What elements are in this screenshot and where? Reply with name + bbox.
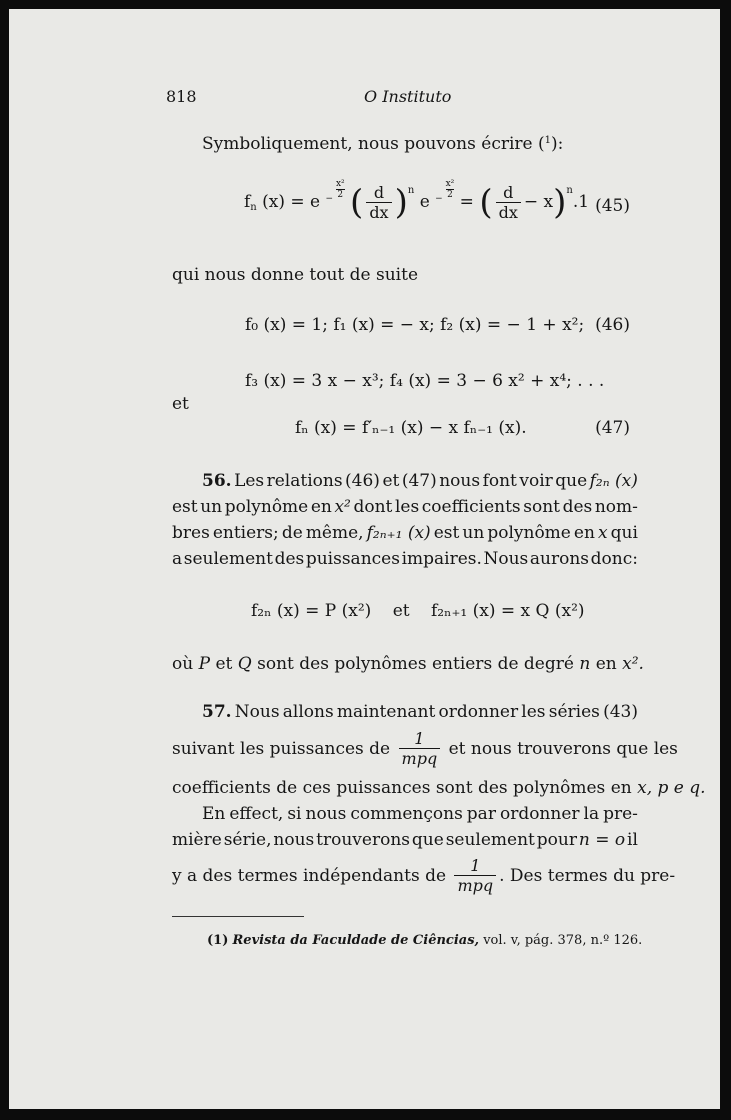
equation-45: $f_n$ (x) = e − $\frac{\text{x²}}{2}$ ( $\frac{d}{dx}$ )$^n$ e − $\frac{\text{x²}}{2}$ = ( $\frac{d}{dx}$ − x)$^n$.1 xyxy=(244,179,590,223)
section-57-line6: y a des termes indépendants de $\frac{1}{\text{mpq}}$ . Des termes du pre- xyxy=(172,856,676,895)
page-header xyxy=(9,87,720,111)
footnote-ref: 1 xyxy=(544,135,552,146)
section-56-line5: où P et Q sont des polynômes entiers de degré n en x². xyxy=(172,654,644,674)
footnote xyxy=(207,933,642,948)
equation-number-47: (47) xyxy=(595,418,630,438)
footnote-mark: (1) xyxy=(207,933,229,948)
section-57-line1: 57. Nous allons maintenant ordonner les séries (43) xyxy=(202,702,638,722)
footnote-divider xyxy=(172,916,304,917)
section-56-line4: a seulement des puissances impaires. Nous aurons donc: xyxy=(172,549,638,569)
paragraph-line: qui nous donne tout de suite xyxy=(172,265,419,285)
equation-47: fₙ (x) = f′ₙ₋₁ (x) − x fₙ₋₁ (x). xyxy=(295,418,527,438)
section-57-line3: coefficients de ces puissances sont des polynômes en x, p e q. xyxy=(172,778,706,798)
section-56-line1: 56. Les relations (46) et (47) nous font voir que f₂ₙ (x) xyxy=(202,471,638,491)
equation-46-line2: f₃ (x) = 3 x − x³; f₄ (x) = 3 − 6 x² + x⁴; . . . xyxy=(245,371,605,391)
equation-56: f₂ₙ (x) = P (x²) et f₂ₙ₊₁ (x) = x Q (x²) xyxy=(251,601,585,621)
section-57-line5: mière série, nous trouverons que seulement pour n = o il xyxy=(172,830,638,850)
section-56-line3: bres entiers; de même, f₂ₙ₊₁ (x) est un polynôme en x qui xyxy=(172,523,638,543)
page-number: 818 xyxy=(166,87,197,106)
equation-number-45: (45) xyxy=(595,196,630,216)
et-label: et xyxy=(172,394,189,414)
book-page xyxy=(9,9,720,1109)
footnote-details: vol. v, pág. 378, n.º 126. xyxy=(483,933,643,948)
section-56-line2: est un polynôme en x² dont les coefficients sont des nom- xyxy=(172,497,638,517)
footnote-journal: Revista da Faculdade de Ciências, xyxy=(232,933,480,948)
section-57-line2: suivant les puissances de $\frac{1}{\text{mpq}}$ et nous trouverons que les xyxy=(172,729,678,768)
equation-46-line1: f₀ (x) = 1; f₁ (x) = − x; f₂ (x) = − 1 + x²; xyxy=(245,315,585,335)
section-number-56: 56. xyxy=(202,471,232,491)
intro-sentence: Symboliquement, nous pouvons écrire ($^1$): xyxy=(202,134,564,154)
section-57-line4: En effect, si nous commençons par ordonner la pre- xyxy=(202,804,638,824)
equation-number-46: (46) xyxy=(595,315,630,335)
running-title: O Instituto xyxy=(364,87,452,106)
section-number-57: 57. xyxy=(202,702,232,722)
